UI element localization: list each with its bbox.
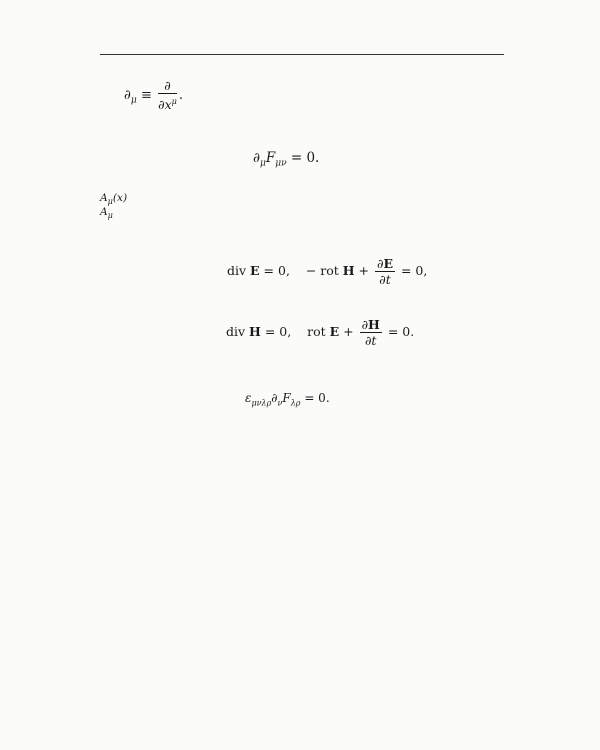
running-header (100, 30, 504, 55)
equation: div H = 0, rot E + $\frac{\partial H}{\partial t}$ = 0. (226, 317, 415, 348)
task-line: $A_\mu$ (100, 206, 113, 221)
text-line: $\partial_\mu$ ≡ $\frac{\partial}{\partial x^\mu}$ . (124, 78, 184, 113)
equation: $\partial_\mu F_{\mu\nu} = 0$. (253, 150, 320, 169)
equation: $\varepsilon_{\mu\nu\lambda\rho}\partial_\nu F_{\lambda\rho} = 0$. (245, 391, 330, 408)
equation: div E = 0, − rot H + $\frac{\partial E}{\partial t}$ = 0, (227, 256, 428, 287)
task-line: $A_\mu(x)$ (100, 192, 128, 207)
